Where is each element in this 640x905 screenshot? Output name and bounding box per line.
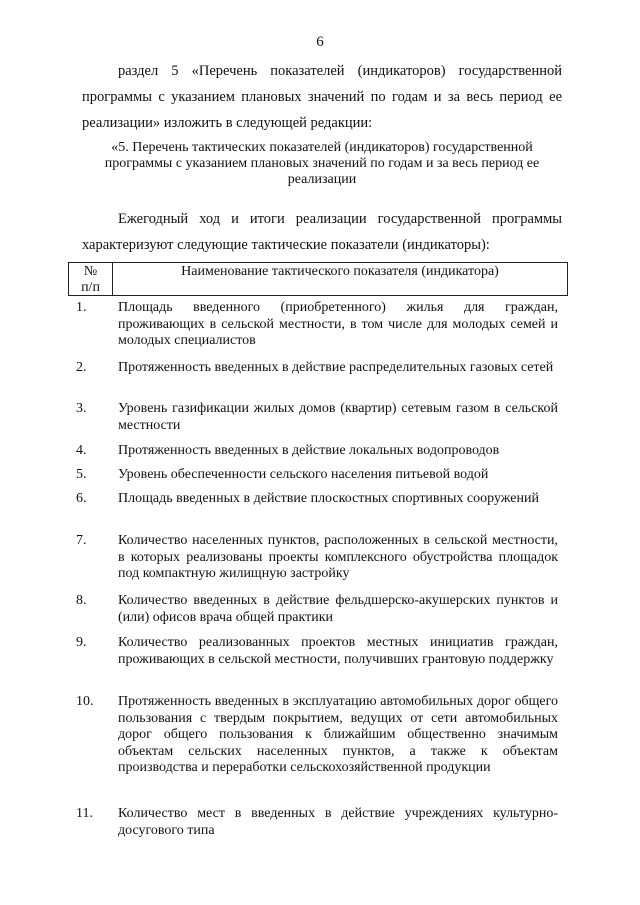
row-number: 4. <box>76 443 87 458</box>
row-number: 3. <box>76 401 87 416</box>
intro-line: раздел 5 «Перечень показателей (индикаторов) государственной <box>118 63 562 79</box>
row-number: 8. <box>76 593 87 608</box>
row-number: 10. <box>76 694 94 709</box>
row-text: Уровень обеспеченности сельского населения питьевой водой <box>118 467 489 482</box>
table-row <box>68 806 568 839</box>
table-row <box>68 443 568 460</box>
row-text: Количество мест в введенных в действие учреждениях культурно-досугового типа <box>118 806 558 838</box>
col-name-header: Наименование тактического показателя (индикатора) <box>181 264 499 279</box>
table-row <box>68 491 568 508</box>
row-text: Протяженность введенных в действие локальных водопроводов <box>118 443 500 458</box>
section-heading: «5. Перечень тактических показателей (индикаторов) государственной программы с указанием плановых значений по годам и за весь период ее реализации <box>104 140 540 187</box>
page-number: 6 <box>316 34 324 50</box>
row-number: 11. <box>76 806 93 821</box>
col-num-header: № п/п <box>69 263 113 295</box>
row-text: Количество населенных пунктов, расположенных в сельской местности, в которых реализованы проекты комплексного обустройства площадок под компактную жилищную застройку <box>118 533 558 581</box>
table-row <box>68 694 568 777</box>
row-number: 1. <box>76 300 87 315</box>
table-row <box>68 635 568 668</box>
table-row <box>68 593 568 626</box>
row-number: 9. <box>76 635 87 650</box>
intro-paragraph <box>82 58 562 136</box>
row-text: Количество введенных в действие фельдшерско-акушерских пунктов и (или) офисов врача общей практики <box>118 593 558 625</box>
row-text: Протяженность введенных в действие распределительных газовых сетей <box>118 360 554 375</box>
row-number: 2. <box>76 360 87 375</box>
table-row <box>68 467 568 484</box>
table-row <box>68 401 568 434</box>
row-text: Уровень газификации жилых домов (квартир) сетевым газом в сельской местности <box>118 401 558 433</box>
row-text: Площадь введенных в действие плоскостных спортивных сооружений <box>118 491 539 506</box>
table-header <box>68 262 568 296</box>
table-row <box>68 300 568 350</box>
table-row <box>68 533 568 583</box>
row-number: 6. <box>76 491 87 506</box>
table-row <box>68 360 568 377</box>
row-number: 5. <box>76 467 87 482</box>
intro-line: программы с указанием плановых значений по годам и за весь период ее <box>82 89 562 105</box>
intro-line: реализации» изложить в следующей редакции: <box>82 115 373 131</box>
body-line: характеризуют следующие тактические показатели (индикаторы): <box>82 237 490 253</box>
row-number: 7. <box>76 533 87 548</box>
row-text: Протяженность введенных в эксплуатацию автомобильных дорог общего пользования с твердым покрытием, ведущих от сети автомобильных дорог общего пользования к ближайшим общественно значимым объектам сельских населенных пунктов, а также к объектам производства и переработки сельскохозяйственной продукции <box>118 694 558 775</box>
body-line: Ежегодный ход и итоги реализации государственной программы <box>118 211 562 227</box>
body-paragraph <box>82 206 562 258</box>
row-text: Количество реализованных проектов местных инициатив граждан, проживающих в сельской местности, получивших грантовую поддержку <box>118 635 558 667</box>
row-text: Площадь введенного (приобретенного) жилья для граждан, проживающих в сельской местности, в том числе для молодых семей и молодых специалистов <box>118 300 558 348</box>
